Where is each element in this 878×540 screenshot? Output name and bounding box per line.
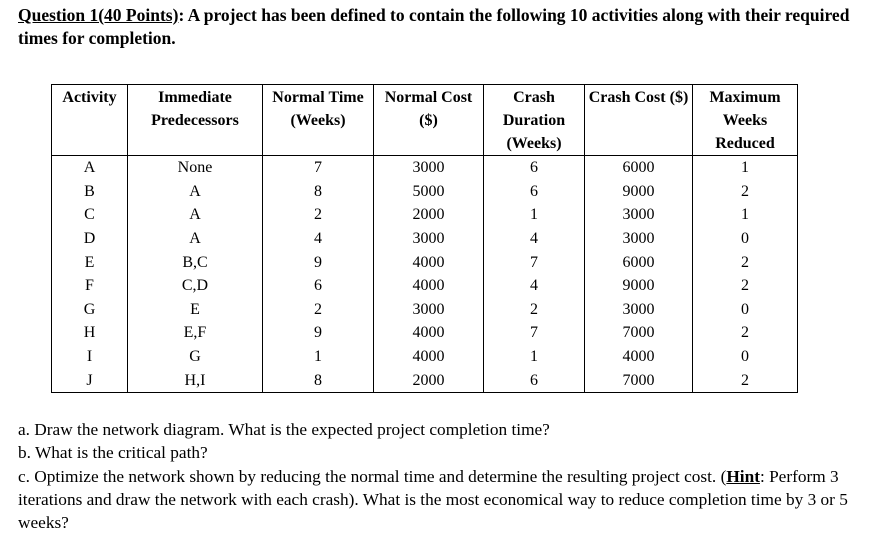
cell-max-reduced: 0 (693, 227, 798, 251)
question-c (18, 465, 868, 535)
question-b: b. What is the critical path? (18, 443, 208, 463)
cell-crash-duration: 6 (484, 156, 585, 180)
cell-normal-time: 2 (263, 298, 374, 322)
cell-max-reduced: 2 (693, 250, 798, 274)
cell-normal-cost: 4000 (374, 345, 484, 369)
header-activity: Activity (52, 85, 128, 156)
table-row (52, 345, 798, 369)
cell-normal-cost: 3000 (374, 298, 484, 322)
question-a: a. Draw the network diagram. What is the expected project completion time? (18, 420, 550, 439)
cell-normal-time: 8 (263, 180, 374, 204)
header-predecessors: Immediate Predecessors (128, 85, 263, 156)
header-crash-cost: Crash Cost ($) (585, 85, 693, 156)
cell-crash-duration: 2 (484, 298, 585, 322)
table-row (52, 203, 798, 227)
cell-crash-duration: 4 (484, 274, 585, 298)
cell-normal-cost: 3000 (374, 227, 484, 251)
question-label: Question 1(40 Points) (18, 5, 179, 25)
hint-label: Hint (726, 466, 760, 486)
cell-activity: G (52, 298, 128, 322)
cell-normal-time: 7 (263, 156, 374, 180)
cell-crash-duration: 4 (484, 227, 585, 251)
table-row (52, 321, 798, 345)
table-row (52, 274, 798, 298)
cell-normal-time: 9 (263, 321, 374, 345)
table-row (52, 227, 798, 251)
cell-activity: C (52, 203, 128, 227)
table-row (52, 368, 798, 392)
cell-activity: E (52, 250, 128, 274)
cell-normal-time: 1 (263, 345, 374, 369)
cell-normal-cost: 5000 (374, 180, 484, 204)
cell-max-reduced: 0 (693, 345, 798, 369)
cell-normal-cost: 2000 (374, 203, 484, 227)
question-c-text: c. Optimize the network shown by reducing the normal time and determine the resulting project cost. ( (18, 466, 727, 486)
cell-crash-cost: 9000 (585, 180, 693, 204)
cell-max-reduced: 2 (693, 180, 798, 204)
cell-crash-cost: 6000 (585, 250, 693, 274)
cell-crash-duration: 1 (484, 203, 585, 227)
table-header-row (52, 85, 798, 156)
cell-normal-cost: 4000 (374, 274, 484, 298)
header-max-reduced: Maximum Weeks Reduced (693, 85, 798, 156)
cell-normal-cost: 4000 (374, 250, 484, 274)
cell-activity: F (52, 274, 128, 298)
cell-crash-duration: 7 (484, 250, 585, 274)
question-text: A project has been defined to contain the following 10 activities along with their required times for completion. (18, 5, 850, 48)
cell-crash-cost: 6000 (585, 156, 693, 180)
cell-crash-cost: 3000 (585, 227, 693, 251)
cell-crash-cost: 7000 (585, 368, 693, 392)
header-normal-cost: Normal Cost ($) (374, 85, 484, 156)
cell-crash-cost: 3000 (585, 298, 693, 322)
cell-max-reduced: 1 (693, 203, 798, 227)
cell-crash-cost: 9000 (585, 274, 693, 298)
cell-max-reduced: 0 (693, 298, 798, 322)
cell-crash-cost: 7000 (585, 321, 693, 345)
header-crash-duration: Crash Duration (Weeks) (484, 85, 585, 156)
cell-crash-duration: 1 (484, 345, 585, 369)
cell-max-reduced: 2 (693, 274, 798, 298)
cell-normal-time: 4 (263, 227, 374, 251)
cell-predecessors: E (128, 298, 263, 322)
cell-activity: H (52, 321, 128, 345)
question-title (18, 4, 868, 50)
cell-activity: I (52, 345, 128, 369)
cell-activity: D (52, 227, 128, 251)
cell-predecessors: B,C (128, 250, 263, 274)
cell-crash-duration: 7 (484, 321, 585, 345)
cell-normal-cost: 4000 (374, 321, 484, 345)
cell-predecessors: G (128, 345, 263, 369)
questions (18, 418, 868, 534)
cell-predecessors: H,I (128, 368, 263, 392)
table-row (52, 298, 798, 322)
cell-crash-duration: 6 (484, 180, 585, 204)
activity-table (51, 84, 798, 393)
cell-normal-time: 2 (263, 203, 374, 227)
cell-predecessors: A (128, 227, 263, 251)
cell-predecessors: C,D (128, 274, 263, 298)
table-row (52, 156, 798, 180)
cell-max-reduced: 2 (693, 368, 798, 392)
cell-normal-time: 9 (263, 250, 374, 274)
title-colon: : (178, 5, 185, 25)
cell-normal-time: 6 (263, 274, 374, 298)
table-row (52, 250, 798, 274)
table-row (52, 180, 798, 204)
cell-max-reduced: 2 (693, 321, 798, 345)
cell-predecessors: None (128, 156, 263, 180)
cell-max-reduced: 1 (693, 156, 798, 180)
cell-predecessors: A (128, 203, 263, 227)
cell-activity: A (52, 156, 128, 180)
header-normal-time: Normal Time (Weeks) (263, 85, 374, 156)
cell-crash-cost: 3000 (585, 203, 693, 227)
cell-predecessors: E,F (128, 321, 263, 345)
question-c-rest: : Perform 3 iterations and draw the network with each crash). What is the most economical way to reduce completion time by 3 or 5 weeks? (18, 466, 848, 533)
cell-normal-cost: 3000 (374, 156, 484, 180)
cell-normal-cost: 2000 (374, 368, 484, 392)
cell-activity: B (52, 180, 128, 204)
cell-crash-duration: 6 (484, 368, 585, 392)
cell-crash-cost: 4000 (585, 345, 693, 369)
cell-normal-time: 8 (263, 368, 374, 392)
cell-activity: J (52, 368, 128, 392)
cell-predecessors: A (128, 180, 263, 204)
table-body (52, 156, 798, 393)
